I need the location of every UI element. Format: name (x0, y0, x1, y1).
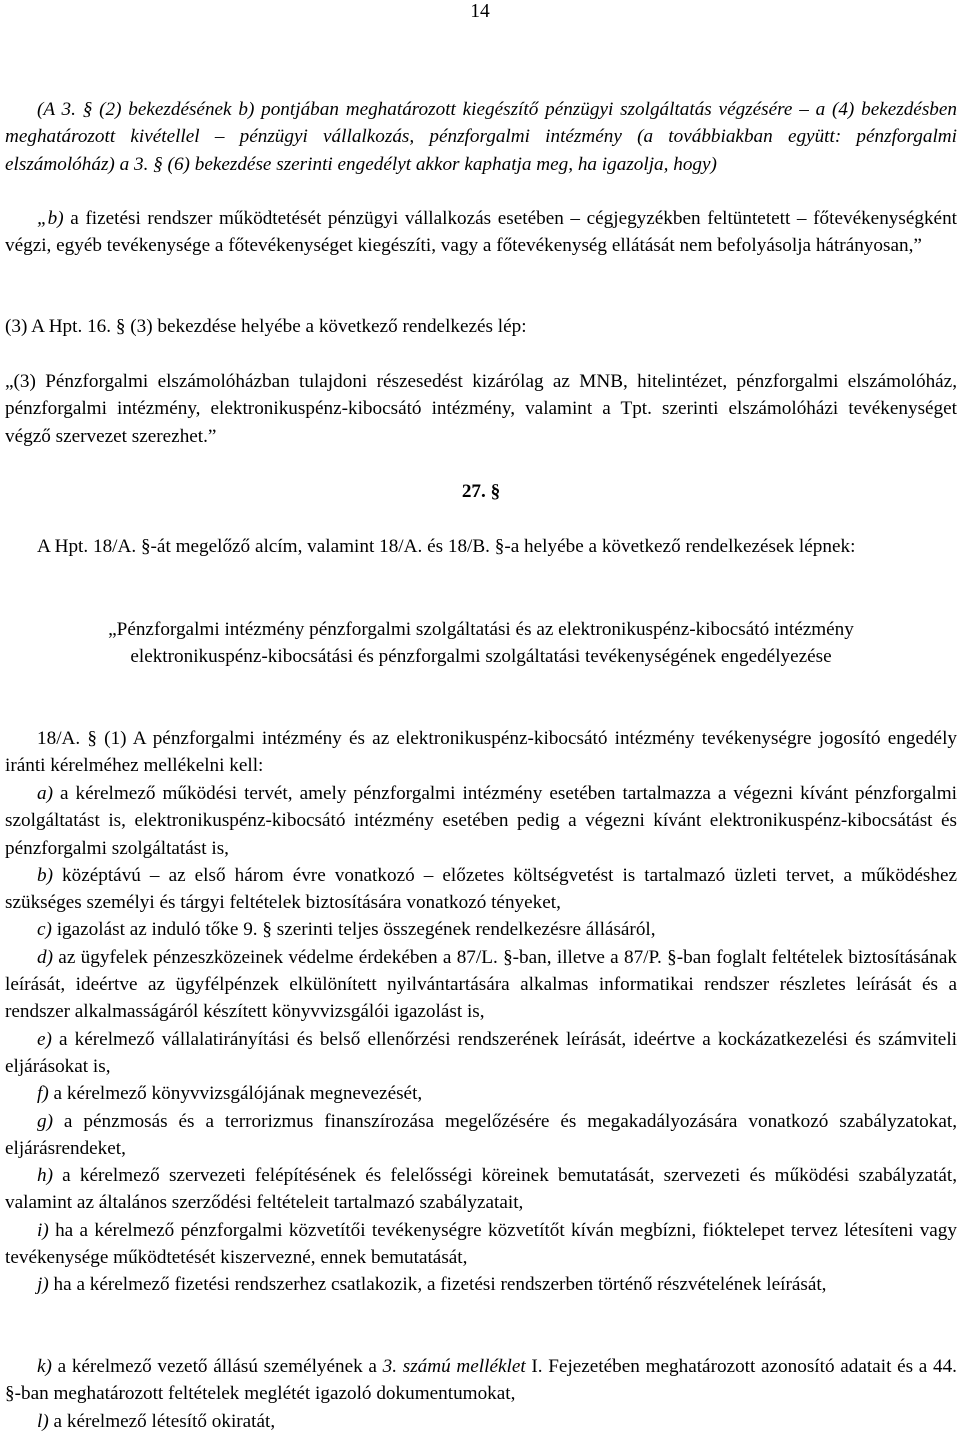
list-item-letter: f) (37, 1083, 49, 1105)
point-b-label: „b) (37, 208, 64, 229)
list-item (5, 1217, 957, 1272)
list-item-letter: b) (37, 864, 53, 886)
list-item-letter: k) (37, 1356, 52, 1377)
list-item-text: a kérelmező működési tervét, amely pénzforgalmi intézmény esetében tartalmazza a végezni kívánt pénzforgalmi szolgáltatást is, elektronikuspénz-kibocsátó intézmény esetében pedig a végezni kívánt elektronikuspénz-kibocsátást és pénzforgalmi szolgáltatást is, (5, 783, 957, 859)
list-item (5, 862, 957, 917)
section-27-intro: A Hpt. 18/A. §-át megelőző alcím, valamint 18/A. és 18/B. §-a helyébe a következő rendelkezések lépnek: (37, 536, 856, 557)
list-item-letter: e) (37, 1028, 52, 1050)
list-item (5, 1080, 957, 1107)
paragraph-18a-1: 18/A. § (1) A pénzforgalmi intézmény és az elektronikuspénz-kibocsátó intézmény tevékenységre jogosító engedély iránti kérelméhez mellékelni kell: (5, 728, 957, 777)
list-item-text: az ügyfelek pénzeszközeinek védelme érdekében a 87/L. §-ban, illetve a 87/P. §-ban foglalt feltételek biztosításának leírását, ideértve az ügyfélpénzek elkülönített nyilvántartására alkalmas informatikai rendszer részletes leírását és a rendszer alkalmasságáról készített könyvvizsgálói igazolást is, (5, 946, 957, 1023)
list-item-letter: h) (37, 1165, 53, 1187)
list-item-letter: l) (37, 1411, 49, 1432)
page-number: 14 (470, 1, 490, 22)
amended-preamble: (A 3. § (2) bekezdésének b) pontjában meghatározott kiegészítő pénzügyi szolgáltatás végzésére – a (4) bekezdésben meghatározott kivétellel – pénzügyi vállalkozás, pénzforgalmi intézmény (a továbbiakban együtt: pénzforgalmi elszámolóház) a 3. § (6) bekezdése szerinti engedélyt akkor kaphatja meg, ha igazolja, hogy) (5, 99, 957, 175)
list-item-letter: a) (37, 783, 53, 804)
list-item-text: ha a kérelmező fizetési rendszerhez csatlakozik, a fizetési rendszerben történő részvételének leírását, (48, 1274, 827, 1296)
list-item (5, 1162, 957, 1217)
list-item-text: a kérelmező létesítő okiratát, (48, 1411, 276, 1432)
list-item-text: a pénzmosás és a terrorizmus finanszírozása megelőzésére és megakadályozására vonatkozó szabályzatokat, eljárásrendeket, (5, 1110, 957, 1159)
list-item-letter: g) (37, 1110, 53, 1132)
list-item-letter: i) (37, 1219, 49, 1241)
list-item-text: I. Fejezetében meghatározott azonosító adatait és a 44. §-ban meghatározott feltételek meglétét igazoló dokumentumokat, (5, 1356, 957, 1405)
section-3-heading: (3) A Hpt. 16. § (3) bekezdése helyébe a következő rendelkezés lép: (5, 316, 527, 337)
section-27-number: 27. § (461, 481, 501, 502)
list-item-text: középtávú – az első három évre vonatkozó – előzetes költségvetést is tartalmazó üzleti tervet, a működéshez szükséges személyi és tárgyi feltételek biztosítására vonatkozó tényeket, (5, 864, 957, 914)
list-item-k (5, 1353, 957, 1408)
subtitle-heading: „Pénzforgalmi intézmény pénzforgalmi szolgáltatási és az elektronikuspénz-kibocsátó intézmény elektronikuspénz-kibocsátási és pénzforgalmi szolgáltatási tevékenységének engedélyezése (108, 619, 854, 668)
list-item (5, 780, 957, 862)
list-item-letter: j) (37, 1274, 49, 1296)
list-item-letter: c) (37, 919, 52, 941)
enumerated-list (5, 780, 957, 1299)
list-item-l (5, 1408, 957, 1435)
list-item-text: ha a kérelmező pénzforgalmi közvetítői tevékenységre közvetítőt kíván megbízni, fióktelepet tervez létesíteni vagy tevékenysége működtetését kiszervezné, ennek bemutatását, (5, 1219, 957, 1269)
list-item-text: a kérelmező vezető állású személyének a (51, 1356, 383, 1377)
list-item-text: a kérelmező könyvvizsgálójának megnevezését, (48, 1083, 423, 1105)
list-item (5, 1271, 957, 1298)
point-b-text (5, 205, 957, 260)
list-item (5, 916, 957, 943)
list-item (5, 1108, 957, 1163)
list-item-text: a kérelmező vállalatirányítási és belső ellenőrzési rendszerének leírását, ideértve a kockázatkezelési és számviteli eljárásokat is, (5, 1028, 957, 1077)
list-item-text: a kérelmező szervezeti felépítésének és felelősségi köreinek bemutatását, szervezeti és működési szabályzatát, valamint az általános szerződési feltételeit tartalmazó szabályzatait, (5, 1165, 957, 1214)
list-item (5, 944, 957, 1026)
list-item (5, 1026, 957, 1081)
list-item-letter: d) (37, 946, 53, 968)
list-item-text: igazolást az induló tőke 9. § szerinti teljes összegének rendelkezésre állásáról, (51, 919, 656, 941)
section-3-quote: „(3) Pénzforgalmi elszámolóházban tulajdoni részesedést kizárólag az MNB, hitelintézet, pénzforgalmi elszámolóház, pénzforgalmi intézmény, elektronikuspénz-kibocsátó intézmény, valamint a Tpt. szerinti elszámolóházi tevékenységet végző szervezet szerezhet.” (5, 371, 957, 447)
point-b-body: a fizetési rendszer működtetését pénzügyi vállalkozás esetében – cégjegyzékben feltüntetett – főtevékenységként végzi, egyéb tevékenysége a főtevékenységet kiegészíti, vagy a főtevékenység ellátását nem befolyásolja hátrányosan,” (5, 208, 957, 257)
annex-reference: 3. számú melléklet (382, 1356, 526, 1377)
